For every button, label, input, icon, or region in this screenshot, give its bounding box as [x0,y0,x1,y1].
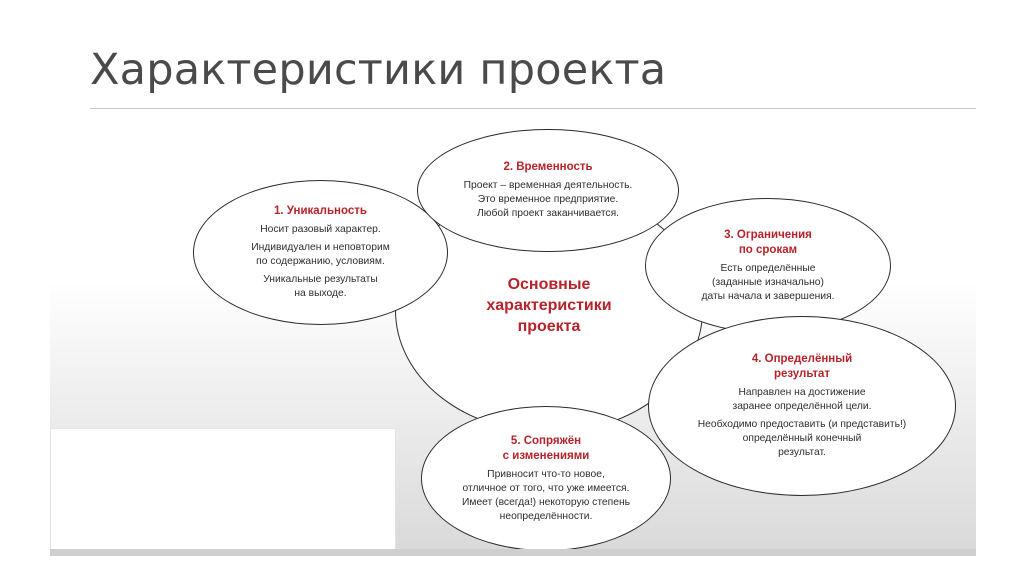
blank-box [50,428,396,554]
ellipse-temporality [417,129,679,252]
title-divider [90,108,976,109]
uniqueness-text-2: Индивидуален и неповторим по содержанию, условиям. [251,242,390,267]
slide-title: Характеристики проекта [90,45,667,95]
ellipse-time-limits [645,198,891,333]
definite-result-text-2: Необходимо предоставить (и представить!) определённый конечный результат. [697,419,907,458]
time-limits-title: 3. Ограничения по срокам [724,228,812,256]
uniqueness-text-3: Уникальные результаты на выходе. [263,274,378,299]
definite-result-text-1: Направлен на достижение заранее определённой цели. [732,387,872,412]
changes-text-1: Привносит что-то новое, отличное от того, что уже имеется. Имеет (всегда!) некоторую степень неопределённости. [461,468,631,522]
ellipse-definite-result [648,316,956,496]
uniqueness-text-1: Носит разовый характер. [260,224,381,235]
changes-title: 5. Сопряжён с изменениями [502,434,590,462]
ellipse-uniqueness [193,180,448,325]
definite-result-title: 4. Определённый результат [751,353,853,380]
uniqueness-title: 1. Уникальность [274,205,367,217]
slide [50,28,976,556]
ellipse-changes [421,406,671,551]
bottom-strip [50,549,976,556]
center-title: Основные характеристики проекта [486,276,612,335]
temporality-title: 2. Временность [503,161,593,173]
time-limits-text-1: Есть определённые (заданные изначально) даты начала и завершения. [701,262,835,302]
temporality-text-1: Проект – временная деятельность. Это временное предприятие. Любой проект заканчивается. [463,180,633,219]
